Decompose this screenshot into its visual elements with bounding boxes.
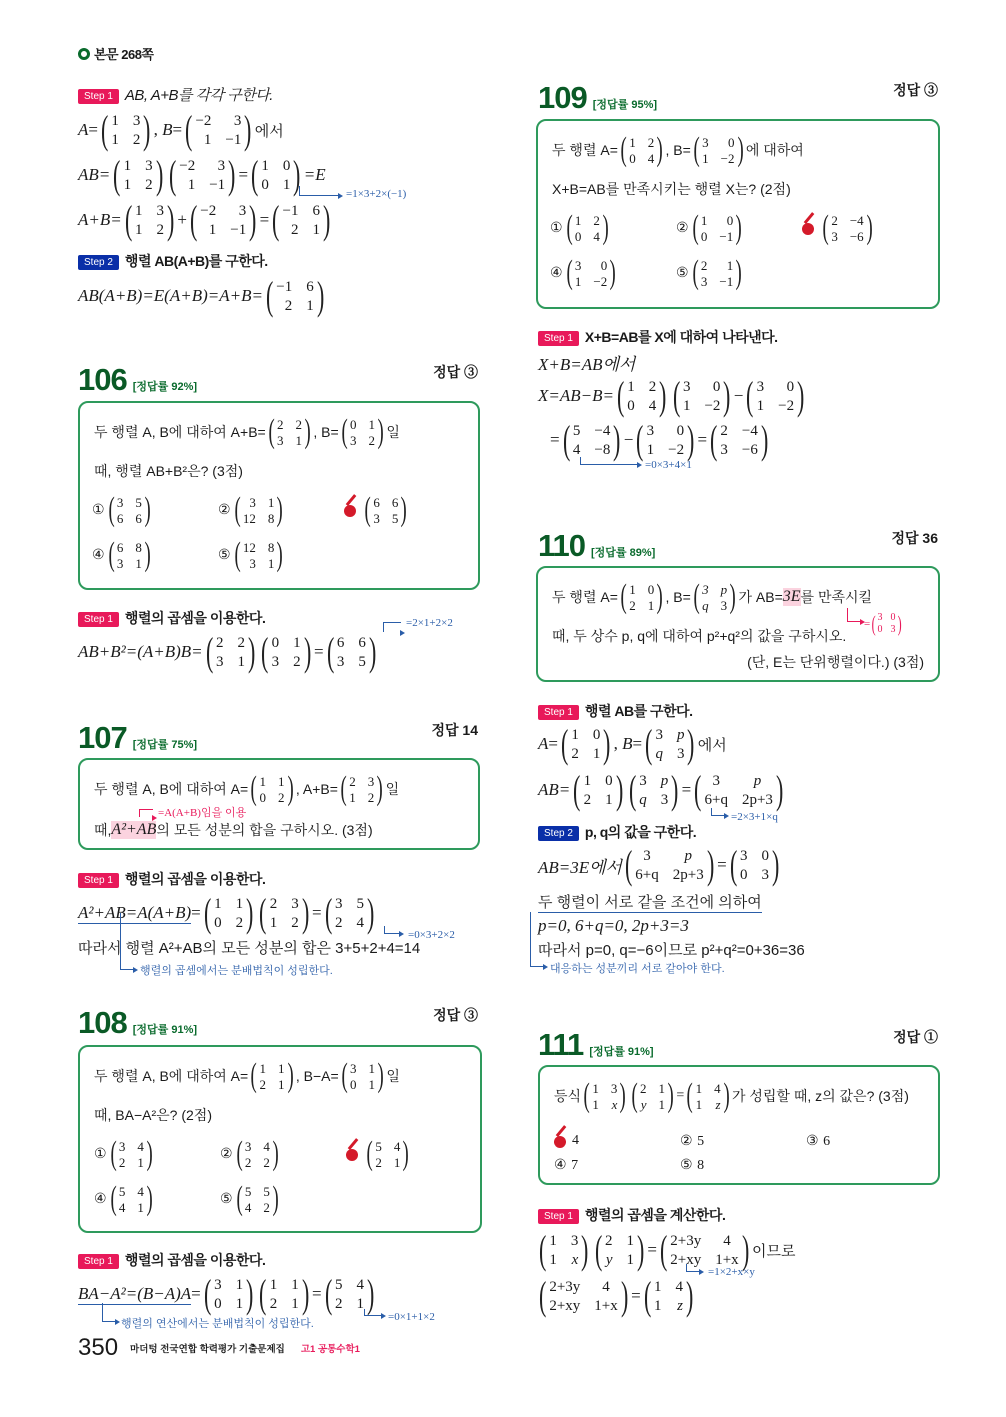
solution-line-111-2: ( 2+3y 4 2+xy 1+x ) = ( 1 4 1 z ): [538, 1273, 694, 1318]
question-line-1: 두 행렬 A= ( 1 0 2 1 ) , B= ( 3 p q 3 ) 가 AB= 3E 를 만족시킬: [552, 578, 873, 615]
step1-heading-106: Step 1 행렬의 곱셈을 이용한다.: [78, 608, 265, 628]
annotation-note: =0×3+2×2: [408, 929, 455, 941]
choice-2[interactable]: ② 5: [680, 1133, 705, 1149]
choice-5[interactable]: ⑤ ( 2 1 3 −1 ): [676, 254, 743, 291]
problem-108: [78, 1005, 478, 1041]
annotation-note: 행렬의 연산에서는 분배법칙이 성립한다.: [121, 1318, 314, 1330]
problem-box-107: [78, 758, 480, 850]
solution-line-111-1: ( 1 3 1 x ) ( 2 1 y 1 ) = ( 2+3y 4 2+xy 1+x ) 이므로: [538, 1227, 796, 1272]
problem-box-111: [538, 1065, 940, 1185]
solution-line-110-6: 따라서 p=0, q=−6이므로 p²+q²=0+36=36: [538, 942, 805, 959]
annotation-note: 행렬의 곱셈에서는 분배법칙이 성립한다.: [140, 965, 333, 977]
solution-line-108: BA−A²=(B−A)A = ( 3 1 0 1 ) ( 1 1 2 1 ) = ( 5 4 2 1 ): [78, 1271, 375, 1316]
annotation-arrow: [384, 926, 400, 934]
choice-1[interactable]: ① ( 1 2 0 4 ): [550, 209, 609, 246]
matrix: ( −2 3 1 −1 ): [185, 107, 252, 152]
question-line-3: (단, E는 단위행렬이다.) (3점): [747, 654, 924, 670]
choice-1[interactable]: ① ( 3 4 2 1 ): [94, 1135, 153, 1172]
problem-box-108: [78, 1045, 482, 1233]
step1-heading-107: Step 1 행렬의 곱셈을 이용한다.: [78, 869, 265, 889]
page-reference: 본문 268쪽: [78, 44, 153, 63]
choice-4[interactable]: ④ 7: [554, 1157, 579, 1173]
problem-number: 109: [538, 80, 587, 115]
solution-line-106: AB+B²=(A+B)B= ( 2 2 3 1 ) ( 0 1 3 2 ) = ( 6 6 3 5 ): [78, 629, 377, 674]
page-number: 350: [78, 1334, 119, 1361]
annotation-arrow: [364, 1309, 382, 1316]
step1-heading-108: Step 1 행렬의 곱셈을 이용한다.: [78, 1250, 265, 1270]
problem-110: [538, 528, 938, 564]
annotation-note: =1×2+x×y: [708, 1266, 755, 1278]
annotation-note: =0×3+4×1: [645, 459, 692, 471]
step1-heading-109: Step 1 X+B=AB를 X에 대하여 나타낸다.: [538, 327, 778, 347]
correct-rate: [정답률 89%]: [591, 547, 656, 559]
annotation-note: =2×1+2×2: [406, 617, 453, 629]
problem-107: [78, 720, 478, 756]
annotation-note: 대응하는 성분끼리 서로 같아야 한다.: [550, 963, 725, 975]
checkmark-icon: [344, 502, 360, 518]
correct-rate: [정답률 95%]: [592, 99, 658, 111]
solution-line-107-2: 따라서 행렬 A²+AB의 모든 성분의 합은 3+5+2+4=14: [78, 940, 421, 957]
annotation-arrow: [102, 1303, 116, 1322]
problem-number: 111: [538, 1027, 584, 1062]
annotation-arrow: [686, 1264, 700, 1272]
prev-apb-line: A+B= ( 1 3 1 2 ) + ( −2 3 1 −1 ) = ( −1 6 2 1 ): [78, 197, 331, 242]
annotation-arrow: [580, 457, 638, 465]
prev-ab-line: AB= ( 1 3 1 2 ) ( −2 3 1 −1 ) = ( 1 0 0 1 ) =E: [78, 152, 326, 197]
question-line-2: X+B=AB를 만족시키는 행렬 X는? (2점): [552, 181, 791, 197]
choice-2[interactable]: ② ( 3 1 12 8 ): [218, 491, 284, 528]
solution-line-110-4: 두 행렬이 서로 같을 조건에 의하여: [538, 891, 762, 913]
prev-step2-heading: Step 2 행렬 AB(A+B)를 구한다.: [78, 251, 268, 271]
annotation-arrow: [120, 913, 134, 970]
question-line-1: 두 행렬 A, B에 대하여 A+B= ( 2 2 3 1 ) , B= ( 0 1 3 2 ) 일: [94, 413, 400, 450]
choice-2[interactable]: ② ( 3 4 2 2 ): [220, 1135, 279, 1172]
checkmark-icon: [802, 220, 818, 236]
annotation-arrow: [711, 808, 725, 816]
annotation-note: =0×1+1×2: [388, 1311, 435, 1323]
annotation-note: =2×3+1×q: [731, 811, 778, 823]
answer-label: 정답 ③: [893, 82, 938, 98]
page-footer: [78, 1334, 360, 1362]
question-line-2: 때, 행렬 AB+B²은? (3점): [94, 463, 243, 479]
highlight: 3E: [782, 588, 801, 605]
choice-1[interactable]: ① ( 3 5 6 6 ): [92, 491, 151, 528]
choice-5[interactable]: ⑤ 8: [680, 1157, 705, 1173]
problem-box-106: [78, 401, 480, 590]
prev-step1-heading: Step 1 AB, A+B를 각각 구한다.: [78, 84, 273, 105]
solution-line-109-2: X=AB−B= ( 1 2 0 4 ) ( 3 0 1 −2 ) − ( 3 0 1 −2 ): [538, 373, 805, 418]
problem-number: 107: [78, 720, 127, 755]
circle-bullet-icon: [78, 48, 90, 60]
choice-3-checked[interactable]: ( 2 −4 3 −6 ): [802, 211, 875, 245]
prev-given-line: A = ( 1 3 1 2 ) , B = ( −2 3 1 −1 ) 에서: [78, 107, 284, 152]
annotation-note: =A(A+B)임을 이용: [158, 807, 247, 819]
annotation-arrow: [847, 608, 861, 622]
solution-line-109-3: = ( 5 −4 4 −8 ) − ( 3 0 1 −2 ) = ( 2 −4 3 −6 ): [550, 417, 769, 462]
question-line-2: 때, BA−A²은? (2점): [94, 1107, 212, 1123]
question-line-2: 때, A²+AB 의 모든 성분의 합을 구하시오. (3점): [94, 821, 373, 838]
question-line-1: 두 행렬 A, B에 대하여 A= ( 1 1 0 2 ) , A+B= ( 2 3 1 2 ) 일: [94, 770, 400, 807]
solution-line-110-3: AB=3E에서 ( 3 p 6+q 2p+3 ) = ( 3 0 0 3 ): [538, 842, 780, 887]
choice-4[interactable]: ④ ( 6 8 3 1 ): [92, 536, 151, 573]
choice-2[interactable]: ② ( 1 0 0 −1 ): [676, 209, 743, 246]
annotation-arrow: [530, 912, 544, 967]
step2-heading-110: Step 2 p, q의 값을 구한다.: [538, 822, 696, 842]
question-line-1: 두 행렬 A= ( 1 2 0 4 ) , B= ( 3 0 1 −2 ) 에 대하여: [552, 131, 804, 168]
checkmark-icon: [554, 1133, 570, 1149]
step1-heading-111: Step 1 행렬의 곱셈을 계산한다.: [538, 1205, 725, 1225]
problem-number: 106: [78, 362, 127, 397]
question-line-1: 두 행렬 A, B에 대하여 A= ( 1 1 2 1 ) , B−A= ( 3 1 0 1 ) 일: [94, 1057, 400, 1094]
correct-rate: [정답률 75%]: [132, 739, 198, 751]
annotation-matrix: = ( 3 0 0 3 ): [864, 610, 902, 636]
annotation-arrow: [139, 809, 153, 817]
answer-label: 정답 ③: [433, 364, 478, 380]
problem-111: [538, 1027, 938, 1063]
correct-rate: [정답률 91%]: [589, 1046, 654, 1058]
highlight: A²+AB: [111, 821, 157, 838]
problem-box-110: [536, 566, 940, 682]
solution-line-110-1: A = ( 1 0 2 1 ) , B = ( 3 p q 3 ) 에서: [538, 721, 727, 766]
problem-box-109: [536, 119, 940, 309]
step1-heading-110: Step 1 행렬 AB를 구한다.: [538, 701, 692, 721]
problem-number: 108: [78, 1005, 127, 1040]
solution-line-107: A²+AB=A(A+B) = ( 1 1 0 2 ) ( 2 3 1 2 ) = ( 3 5 2 4 ): [78, 890, 375, 935]
solution-line-110-5: p=0, 6+q=0, 2p+3=3: [538, 916, 689, 935]
prev-final-line: AB(A+B)=E(A+B)=A+B= ( −1 6 2 1 ): [78, 273, 325, 318]
solution-line-109-1: X+B=AB에서: [538, 355, 636, 374]
choice-4[interactable]: ④ ( 5 4 4 1 ): [94, 1180, 153, 1217]
annotation-arrow: [383, 622, 401, 632]
book-title: 마더텅 전국연합 학력평가 기출문제집: [130, 1344, 285, 1355]
question-line-2: 때, 두 상수 p, q에 대하여 p²+q²의 값을 구하시오.: [552, 628, 847, 644]
choice-3[interactable]: ③ 6: [806, 1133, 831, 1149]
answer-label: 정답 14: [431, 722, 478, 738]
choice-1-checked[interactable]: 4: [554, 1133, 579, 1149]
choice-5[interactable]: ⑤ ( 5 5 4 2 ): [220, 1180, 279, 1217]
problem-106: [78, 362, 478, 398]
correct-rate: [정답률 92%]: [132, 381, 198, 393]
solution-line-110-2: AB= ( 1 0 2 1 ) ( 3 p q 3 ) = ( 3 p 6+q 2p+3 ): [538, 767, 784, 812]
question-line-1: 등식 ( 1 3 1 x ) ( 2 1 y 1 ) = ( 1 4 1 z ) 가 성립할 때, z의 값은? (3점): [554, 1077, 909, 1114]
problem-109: [538, 80, 938, 116]
subject-label: 고1 공통수학1: [300, 1344, 360, 1355]
annotation-note: =1×3+2×(−1): [346, 188, 407, 200]
choice-4[interactable]: ④ ( 3 0 1 −2 ): [550, 254, 617, 291]
choice-3-checked[interactable]: ( 6 6 3 5 ): [344, 493, 410, 527]
answer-label: 정답 ①: [893, 1029, 938, 1045]
answer-label: 정답 36: [891, 530, 938, 546]
problem-number: 110: [538, 528, 586, 563]
answer-label: 정답 ③: [433, 1007, 478, 1023]
matrix: ( 1 3 1 2 ): [100, 107, 151, 152]
annotation-arrow: [299, 186, 339, 196]
choice-5[interactable]: ⑤ ( 12 8 3 1 ): [218, 536, 284, 573]
correct-rate: [정답률 91%]: [132, 1024, 198, 1036]
checkmark-icon: [346, 1146, 362, 1162]
step1-badge: Step 1: [78, 89, 119, 104]
step2-badge: Step 2: [78, 255, 119, 270]
choice-3-checked[interactable]: ( 5 4 2 1 ): [346, 1137, 412, 1171]
